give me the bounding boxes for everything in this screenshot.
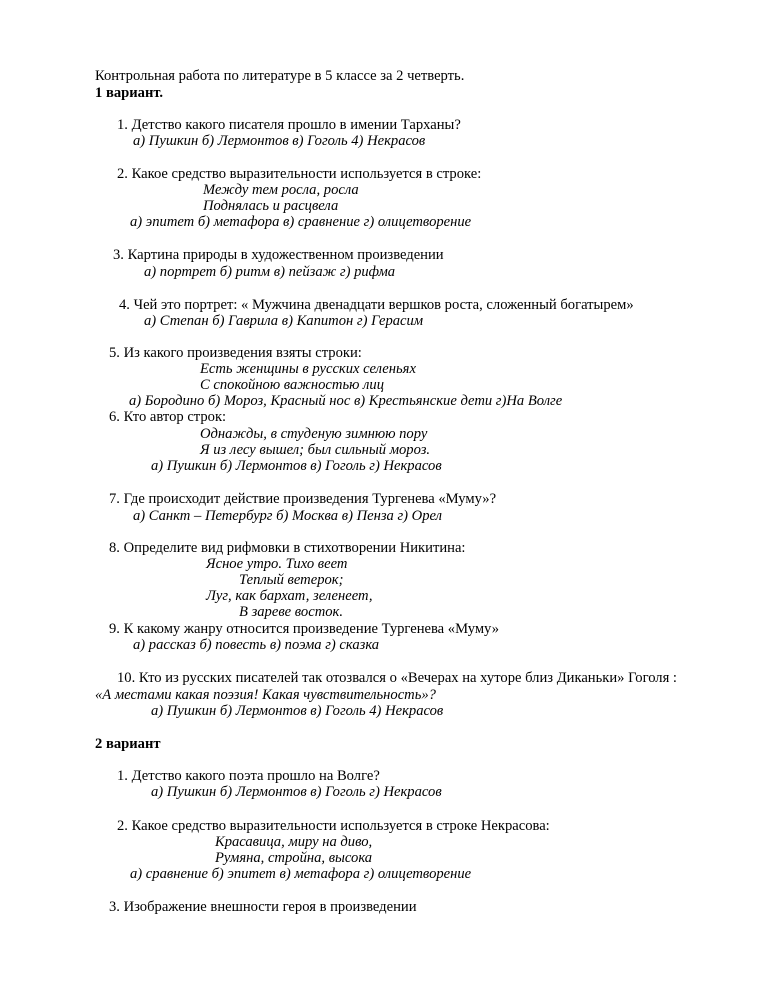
v1-q10-answers: а) Пушкин б) Лермонтов в) Гоголь 4) Некрасов [151, 703, 444, 719]
v1-q3-answers: а) портрет б) ритм в) пейзаж г) рифма [144, 264, 396, 280]
v1-q10-quote: «А местами какая поэзия! Какая чувствительность»? [95, 687, 436, 703]
v1-q6-line1: Однажды, в студеную зимнюю пору [200, 426, 428, 442]
v2-q2-line2: Румяна, стройна, высока [215, 850, 373, 866]
v2-q2-answers: а) сравнение б) эпитет в) метафора г) олицетворение [130, 866, 472, 882]
v1-q4-answers: а) Степан б) Гаврила в) Капитон г) Герасим [144, 313, 424, 329]
v1-q8-line2: Теплый ветерок; [239, 572, 344, 588]
v1-q9-answers: а) рассказ б) повесть в) поэма г) сказка [133, 637, 380, 653]
variant2-heading: 2 вариант [95, 736, 161, 752]
v1-q4: 4. Чей это портрет: « Мужчина двенадцати вершков роста, сложенный богатырем» [119, 297, 634, 313]
v1-q7-answers: а) Санкт – Петербург б) Москва в) Пенза г) Орел [133, 508, 442, 524]
v1-q5-answers: а) Бородино б) Мороз, Красный нос в) Крестьянские дети г)На Волге [129, 393, 563, 409]
v1-q6: 6. Кто автор строк: [109, 409, 227, 425]
doc-title: Контрольная работа по литературе в 5 классе за 2 четверть. [95, 68, 465, 84]
v1-q5: 5. Из какого произведения взяты строки: [109, 345, 362, 361]
v1-q8-line4: В зареве восток. [239, 604, 344, 620]
v1-q2-line2: Поднялась и расцвела [203, 198, 339, 214]
v1-q1: 1. Детство какого писателя прошло в имении Тарханы? [117, 117, 461, 133]
v2-q3: 3. Изображение внешности героя в произведении [109, 899, 417, 915]
v1-q5-line1: Есть женщины в русских селеньях [200, 361, 416, 377]
v1-q8-line3: Луг, как бархат, зеленеет, [206, 588, 373, 604]
v1-q3: 3. Картина природы в художественном произведении [113, 247, 444, 263]
v1-q7: 7. Где происходит действие произведения Тургенева «Муму»? [109, 491, 497, 507]
v2-q2: 2. Какое средство выразительности используется в строке Некрасова: [117, 818, 550, 834]
v2-q1-answers: а) Пушкин б) Лермонтов в) Гоголь г) Некрасов [151, 784, 442, 800]
v1-q6-line2: Я из лесу вышел; был сильный мороз. [200, 442, 431, 458]
v1-q5-line2: С спокойною важностью лиц [200, 377, 384, 393]
v2-q2-line1: Красавица, миру на диво, [215, 834, 373, 850]
v1-q8: 8. Определите вид рифмовки в стихотворении Никитина: [109, 540, 466, 556]
variant1-heading: 1 вариант. [95, 85, 164, 101]
v1-q2-line1: Между тем росла, росла [203, 182, 359, 198]
v2-q1: 1. Детство какого поэта прошло на Волге? [117, 768, 380, 784]
v1-q6-answers: а) Пушкин б) Лермонтов в) Гоголь г) Некрасов [151, 458, 442, 474]
v1-q9: 9. К какому жанру относится произведение Тургенева «Муму» [109, 621, 500, 637]
v1-q2-answers: а) эпитет б) метафора в) сравнение г) олицетворение [130, 214, 472, 230]
v1-q1-answers: а) Пушкин б) Лермонтов в) Гоголь 4) Некрасов [133, 133, 426, 149]
v1-q2: 2. Какое средство выразительности используется в строке: [117, 166, 482, 182]
v1-q10: 10. Кто из русских писателей так отозвался о «Вечерах на хуторе близ Диканьки» Гоголя : [117, 670, 677, 686]
v1-q8-line1: Ясное утро. Тихо веет [206, 556, 348, 572]
